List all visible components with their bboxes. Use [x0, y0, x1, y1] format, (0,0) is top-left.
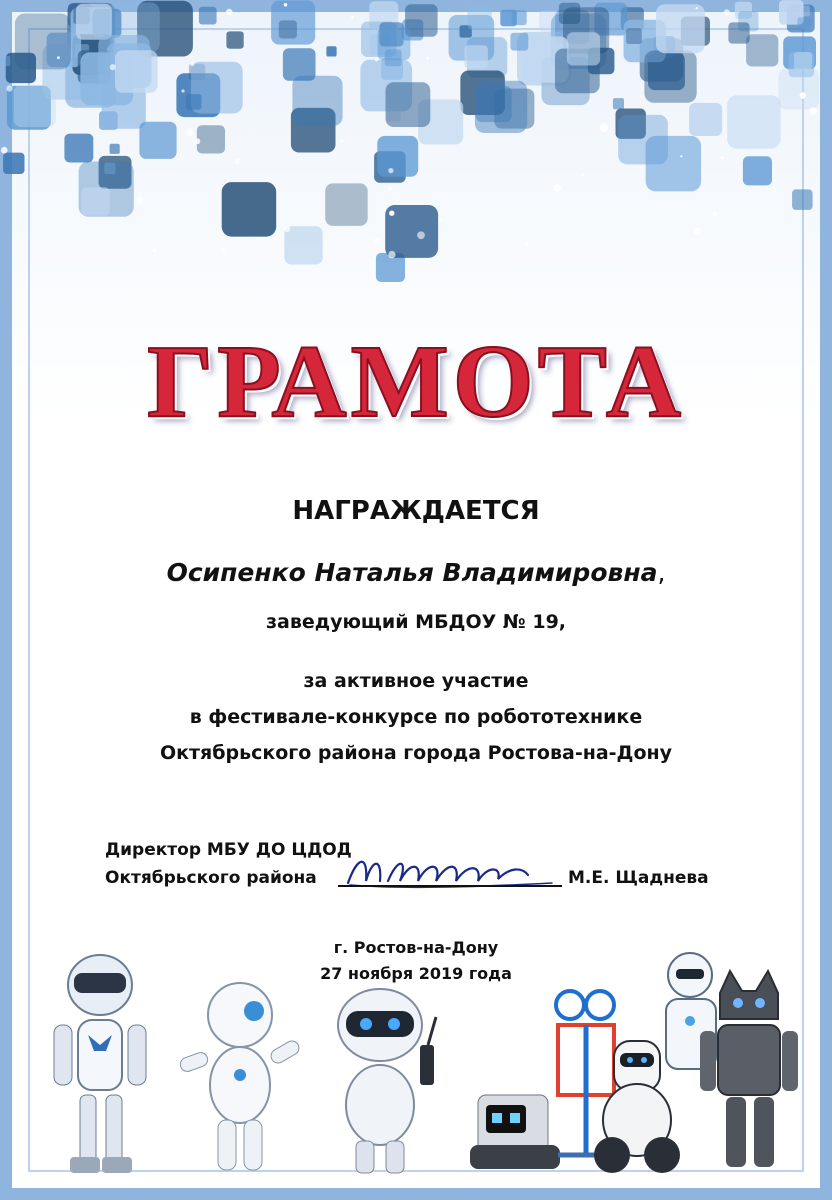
- certificate-title: ГРАМОТА: [147, 324, 685, 439]
- bokeh-sparkle: [438, 218, 442, 222]
- bokeh-square: [613, 98, 624, 109]
- issue-city: г. Ростов-на-Дону: [333, 938, 499, 957]
- bokeh-square: [794, 52, 812, 70]
- bokeh-sparkle: [417, 231, 425, 239]
- blue-squares-bokeh-icon: [0, 0, 832, 320]
- bokeh-square: [743, 156, 772, 185]
- bokeh-square: [186, 94, 202, 110]
- bokeh-sparkle: [226, 9, 233, 16]
- bokeh-square: [500, 10, 517, 27]
- bokeh-sparkle: [190, 62, 194, 66]
- bokeh-square: [199, 7, 217, 25]
- signatory-title-line-1: Директор МБУ ДО ЦДОД: [105, 840, 352, 860]
- bokeh-square: [325, 183, 368, 226]
- bokeh-sparkle: [6, 85, 12, 91]
- bokeh-square: [0, 56, 10, 66]
- bokeh-sparkle: [284, 226, 290, 232]
- bokeh-square: [15, 14, 71, 70]
- bokeh-sparkle: [235, 159, 240, 164]
- bokeh-sparkle: [554, 184, 561, 191]
- bokeh-sparkle: [57, 56, 60, 59]
- bokeh-sparkle: [389, 211, 394, 216]
- recipient-name-suffix: ,: [657, 558, 666, 587]
- walkie-talkie-robot-icon: [338, 989, 436, 1173]
- bokeh-sparkle: [581, 174, 583, 176]
- bokeh-square: [797, 17, 810, 30]
- bokeh-sparkle: [721, 157, 724, 160]
- bokeh-sparkle: [194, 138, 200, 144]
- bokeh-square: [292, 76, 342, 126]
- bokeh-square: [468, 5, 492, 29]
- bokeh-square: [14, 85, 56, 127]
- reason-line-1: за активное участие: [303, 670, 529, 692]
- bokeh-square: [279, 20, 297, 38]
- bokeh-square: [465, 45, 488, 68]
- bokeh-square: [510, 33, 528, 51]
- bokeh-square: [386, 82, 431, 127]
- issue-date: 27 ноября 2019 года: [320, 964, 512, 983]
- bokeh-square: [3, 153, 24, 174]
- bokeh-square: [115, 50, 158, 93]
- bokeh-square: [377, 136, 418, 177]
- signatory-name: М.Е. Щаднева: [568, 868, 709, 888]
- bokeh-square: [222, 182, 277, 237]
- bokeh-sparkle: [507, 36, 509, 38]
- signatory-title: [105, 836, 352, 892]
- bokeh-square: [284, 226, 322, 264]
- bokeh-square: [618, 115, 668, 165]
- bokeh-sparkle: [809, 107, 817, 115]
- bokeh-sparkle: [724, 9, 730, 15]
- bokeh-sparkle: [375, 58, 378, 61]
- bokeh-sparkle: [351, 16, 354, 19]
- recipient-position: заведующий МБДОУ № 19,: [265, 611, 567, 633]
- recipient-name-text: Осипенко Наталья Владимировна: [166, 558, 658, 587]
- bokeh-square: [197, 125, 225, 153]
- handwritten-signature: [338, 845, 562, 895]
- bokeh-sparkle: [221, 247, 226, 252]
- bokeh-square: [64, 134, 93, 163]
- white-round-robot-icon: [178, 983, 301, 1170]
- bokeh-square: [385, 49, 402, 66]
- bokeh-sparkle: [426, 57, 429, 60]
- signatory-title-line-2: Октябрьского района: [105, 868, 317, 888]
- bokeh-sparkle: [526, 243, 529, 246]
- bokeh-sparkle: [1, 147, 8, 154]
- grey-cat-robot-icon: [700, 971, 798, 1167]
- bokeh-sparkle: [340, 139, 343, 142]
- bokeh-square: [644, 51, 696, 103]
- bokeh-sparkle: [110, 64, 116, 70]
- bokeh-sparkle: [186, 128, 194, 136]
- bokeh-sparkle: [388, 251, 395, 258]
- bokeh-square: [746, 34, 778, 66]
- bokeh-square: [689, 103, 722, 136]
- bokeh-sparkle: [201, 195, 204, 198]
- bokeh-square: [792, 189, 813, 210]
- bokeh-sparkle: [800, 92, 806, 98]
- humanoid-robot-icon: [54, 955, 146, 1173]
- recipient-name: [0, 558, 832, 587]
- bokeh-sparkle: [696, 7, 698, 9]
- bokeh-sparkle: [600, 124, 608, 132]
- bokeh-sparkle: [153, 249, 156, 252]
- bokeh-square: [778, 69, 819, 110]
- bokeh-square: [656, 4, 705, 53]
- signature-line: [338, 885, 562, 887]
- reason-line-3: Октябрьского района города Ростова-на-Дону: [159, 742, 673, 764]
- bokeh-square: [476, 86, 512, 122]
- bokeh-sparkle: [181, 89, 184, 92]
- bokeh-square: [326, 46, 336, 56]
- cozmo-robot-icon: [470, 1095, 560, 1169]
- bokeh-square: [110, 144, 120, 154]
- bokeh-square: [799, 6, 810, 17]
- bokeh-sparkle: [388, 187, 392, 191]
- bokeh-sparkle: [284, 3, 288, 7]
- bokeh-square: [567, 32, 600, 65]
- bokeh-square: [727, 95, 781, 149]
- bokeh-square: [226, 31, 243, 48]
- bokeh-sparkle: [388, 168, 393, 173]
- reason-line-2: в фестивале-конкурсе по робототехнике: [189, 706, 643, 728]
- robots-group-icon: [30, 945, 810, 1185]
- bokeh-sparkle: [374, 238, 380, 244]
- bokeh-sparkle: [713, 212, 717, 216]
- bokeh-sparkle: [680, 155, 682, 157]
- bokeh-square: [76, 4, 112, 40]
- bokeh-square: [626, 28, 642, 44]
- awarded-label: НАГРАЖДАЕТСЯ: [292, 496, 540, 526]
- bokeh-sparkle: [137, 197, 144, 204]
- bokeh-sparkle: [694, 228, 701, 235]
- bokeh-square: [139, 122, 176, 159]
- bokeh-square: [81, 187, 110, 216]
